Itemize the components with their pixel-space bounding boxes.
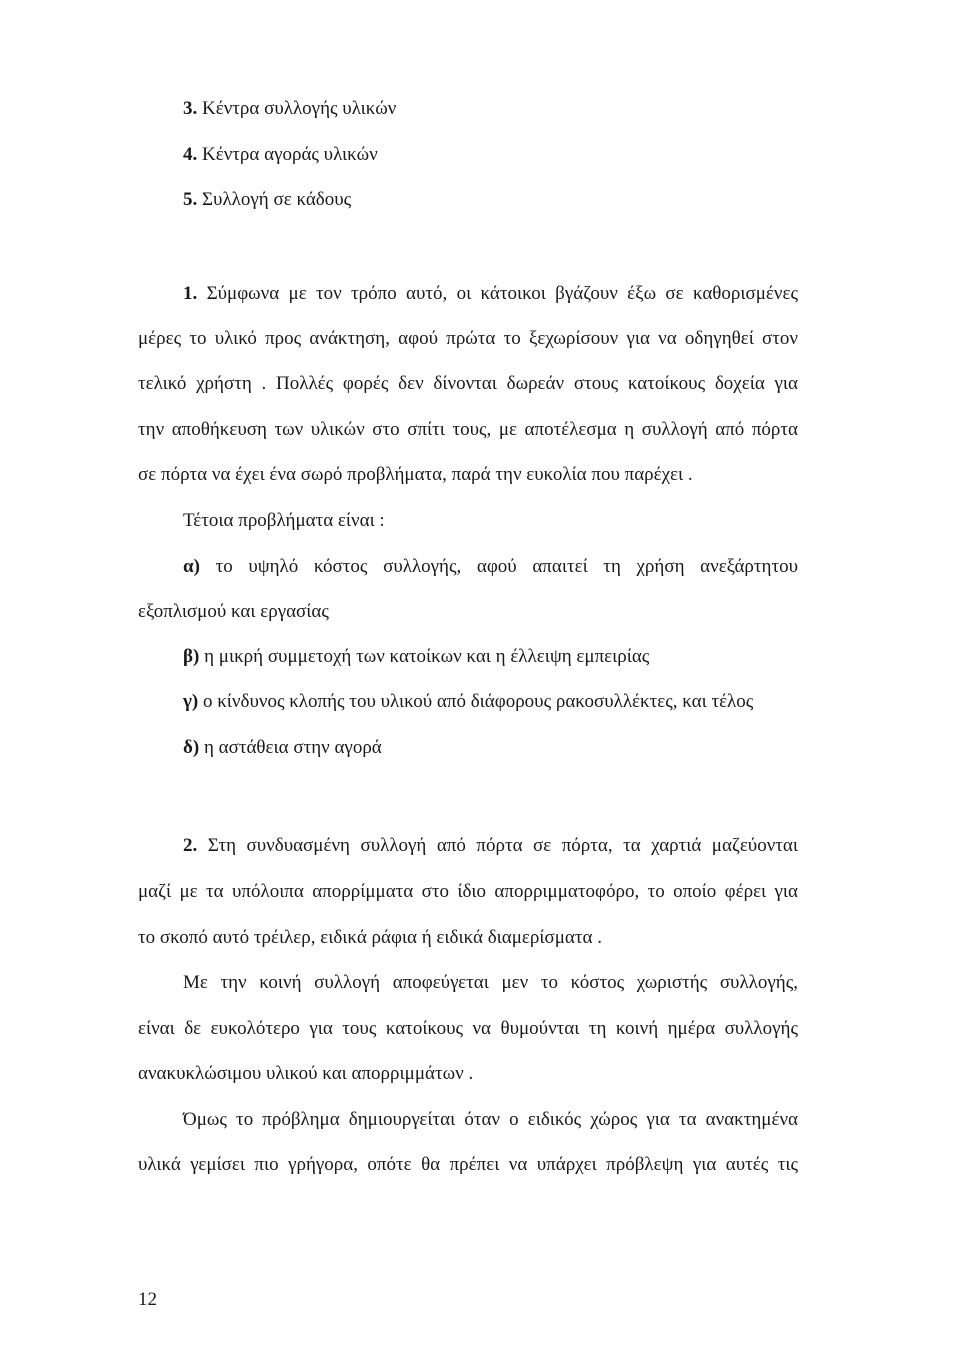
list-item — [183, 143, 378, 167]
section2-line — [138, 1153, 798, 1177]
list-text: Συλλογή σε κάδους — [202, 189, 352, 210]
problem-item — [183, 645, 649, 669]
section1-line — [138, 372, 798, 396]
section1-line — [183, 282, 798, 306]
list-number: 3. — [183, 98, 198, 119]
section1-line-text: τελικό χρήστη . Πολλές φορές δεν δίνονται δωρεάν στους κατοίκους δοχεία για — [138, 373, 798, 394]
problem-label: α) — [183, 556, 200, 577]
section1-line — [138, 418, 798, 442]
problem-label: γ) — [183, 691, 199, 712]
section2-line — [138, 1017, 798, 1041]
section2-line — [138, 926, 602, 950]
page-number: 12 — [138, 1289, 157, 1310]
section1-line-text: σε πόρτα να έχει ένα σωρό προβλήματα, παρά την ευκολία που παρέχει . — [138, 464, 693, 485]
section2-line — [183, 971, 798, 995]
section2-number: 2. — [183, 835, 198, 856]
section2-line-text: Στη συνδυασμένη συλλογή από πόρτα σε πόρτα, τα χαρτιά μαζεύονται — [207, 835, 798, 856]
problem-label: β) — [183, 646, 200, 667]
list-number: 5. — [183, 189, 198, 210]
section1-line — [138, 327, 798, 351]
section1-line-text: Σύμφωνα με τον τρόπο αυτό, οι κάτοικοι βγάζουν έξω σε καθορισμένες — [206, 283, 799, 304]
section2-line — [183, 834, 798, 858]
section1-line-text: μέρες το υλικό προς ανάκτηση, αφού πρώτα το ξεχωρίσουν για να οδηγηθεί στον — [138, 328, 798, 349]
section1-line — [138, 463, 693, 487]
list-item — [183, 97, 396, 121]
section2-line-text: το σκοπό αυτό τρέιλερ, ειδικά ράφια ή ειδικά διαμερίσματα . — [138, 927, 602, 948]
problem-item-continuation — [138, 600, 329, 624]
problems-intro — [183, 509, 385, 533]
problem-text: η αστάθεια στην αγορά — [203, 737, 382, 758]
section2-line-text: υλικά γεμίσει πιο γρήγορα, οπότε θα πρέπει να υπάρχει πρόβλεψη για αυτές τις — [138, 1154, 798, 1175]
list-number: 4. — [183, 144, 198, 165]
section2-line-text: μαζί με τα υπόλοιπα απορρίμματα στο ίδιο απορριμματοφόρο, το οποίο φέρει για — [138, 881, 798, 902]
problem-text: το υψηλό κόστος συλλογής, αφού απαιτεί τη χρήση ανεξάρτητου — [215, 556, 798, 577]
problem-item — [183, 736, 382, 760]
section2-line-text: ανακυκλώσιμου υλικού και απορριμμάτων . — [138, 1063, 474, 1084]
section1-line-text: την αποθήκευση των υλικών στο σπίτι τους, με αποτέλεσμα η συλλογή από πόρτα — [138, 419, 798, 440]
list-text: Κέντρα αγοράς υλικών — [202, 144, 378, 165]
problem-item — [183, 555, 798, 579]
problem-label: δ) — [183, 737, 200, 758]
section1-number: 1. — [183, 283, 198, 304]
section2-line — [138, 1062, 473, 1086]
section2-line — [183, 1108, 798, 1132]
section2-line-text: Όμως το πρόβλημα δημιουργείται όταν ο ειδικός χώρος για τα ανακτημένα — [183, 1109, 798, 1130]
problem-text: η μικρή συμμετοχή των κατοίκων και η έλλειψη εμπειρίας — [204, 646, 650, 667]
problem-text: εξοπλισμού και εργασίας — [138, 601, 329, 622]
list-text: Κέντρα συλλογής υλικών — [202, 98, 397, 119]
section2-line-text: είναι δε ευκολότερο για τους κατοίκους να θυμούνται τη κοινή ημέρα συλλογής — [138, 1018, 798, 1039]
problems-intro-text: Τέτοια προβλήματα είναι : — [183, 510, 385, 531]
problem-item — [183, 690, 753, 714]
section2-line — [138, 880, 798, 904]
section2-line-text: Με την κοινή συλλογή αποφεύγεται μεν το κόστος χωριστής συλλογής, — [183, 972, 798, 993]
problem-text: ο κίνδυνος κλοπής του υλικού από διάφορους ρακοσυλλέκτες, και τέλος — [202, 691, 754, 712]
list-item — [183, 188, 351, 212]
